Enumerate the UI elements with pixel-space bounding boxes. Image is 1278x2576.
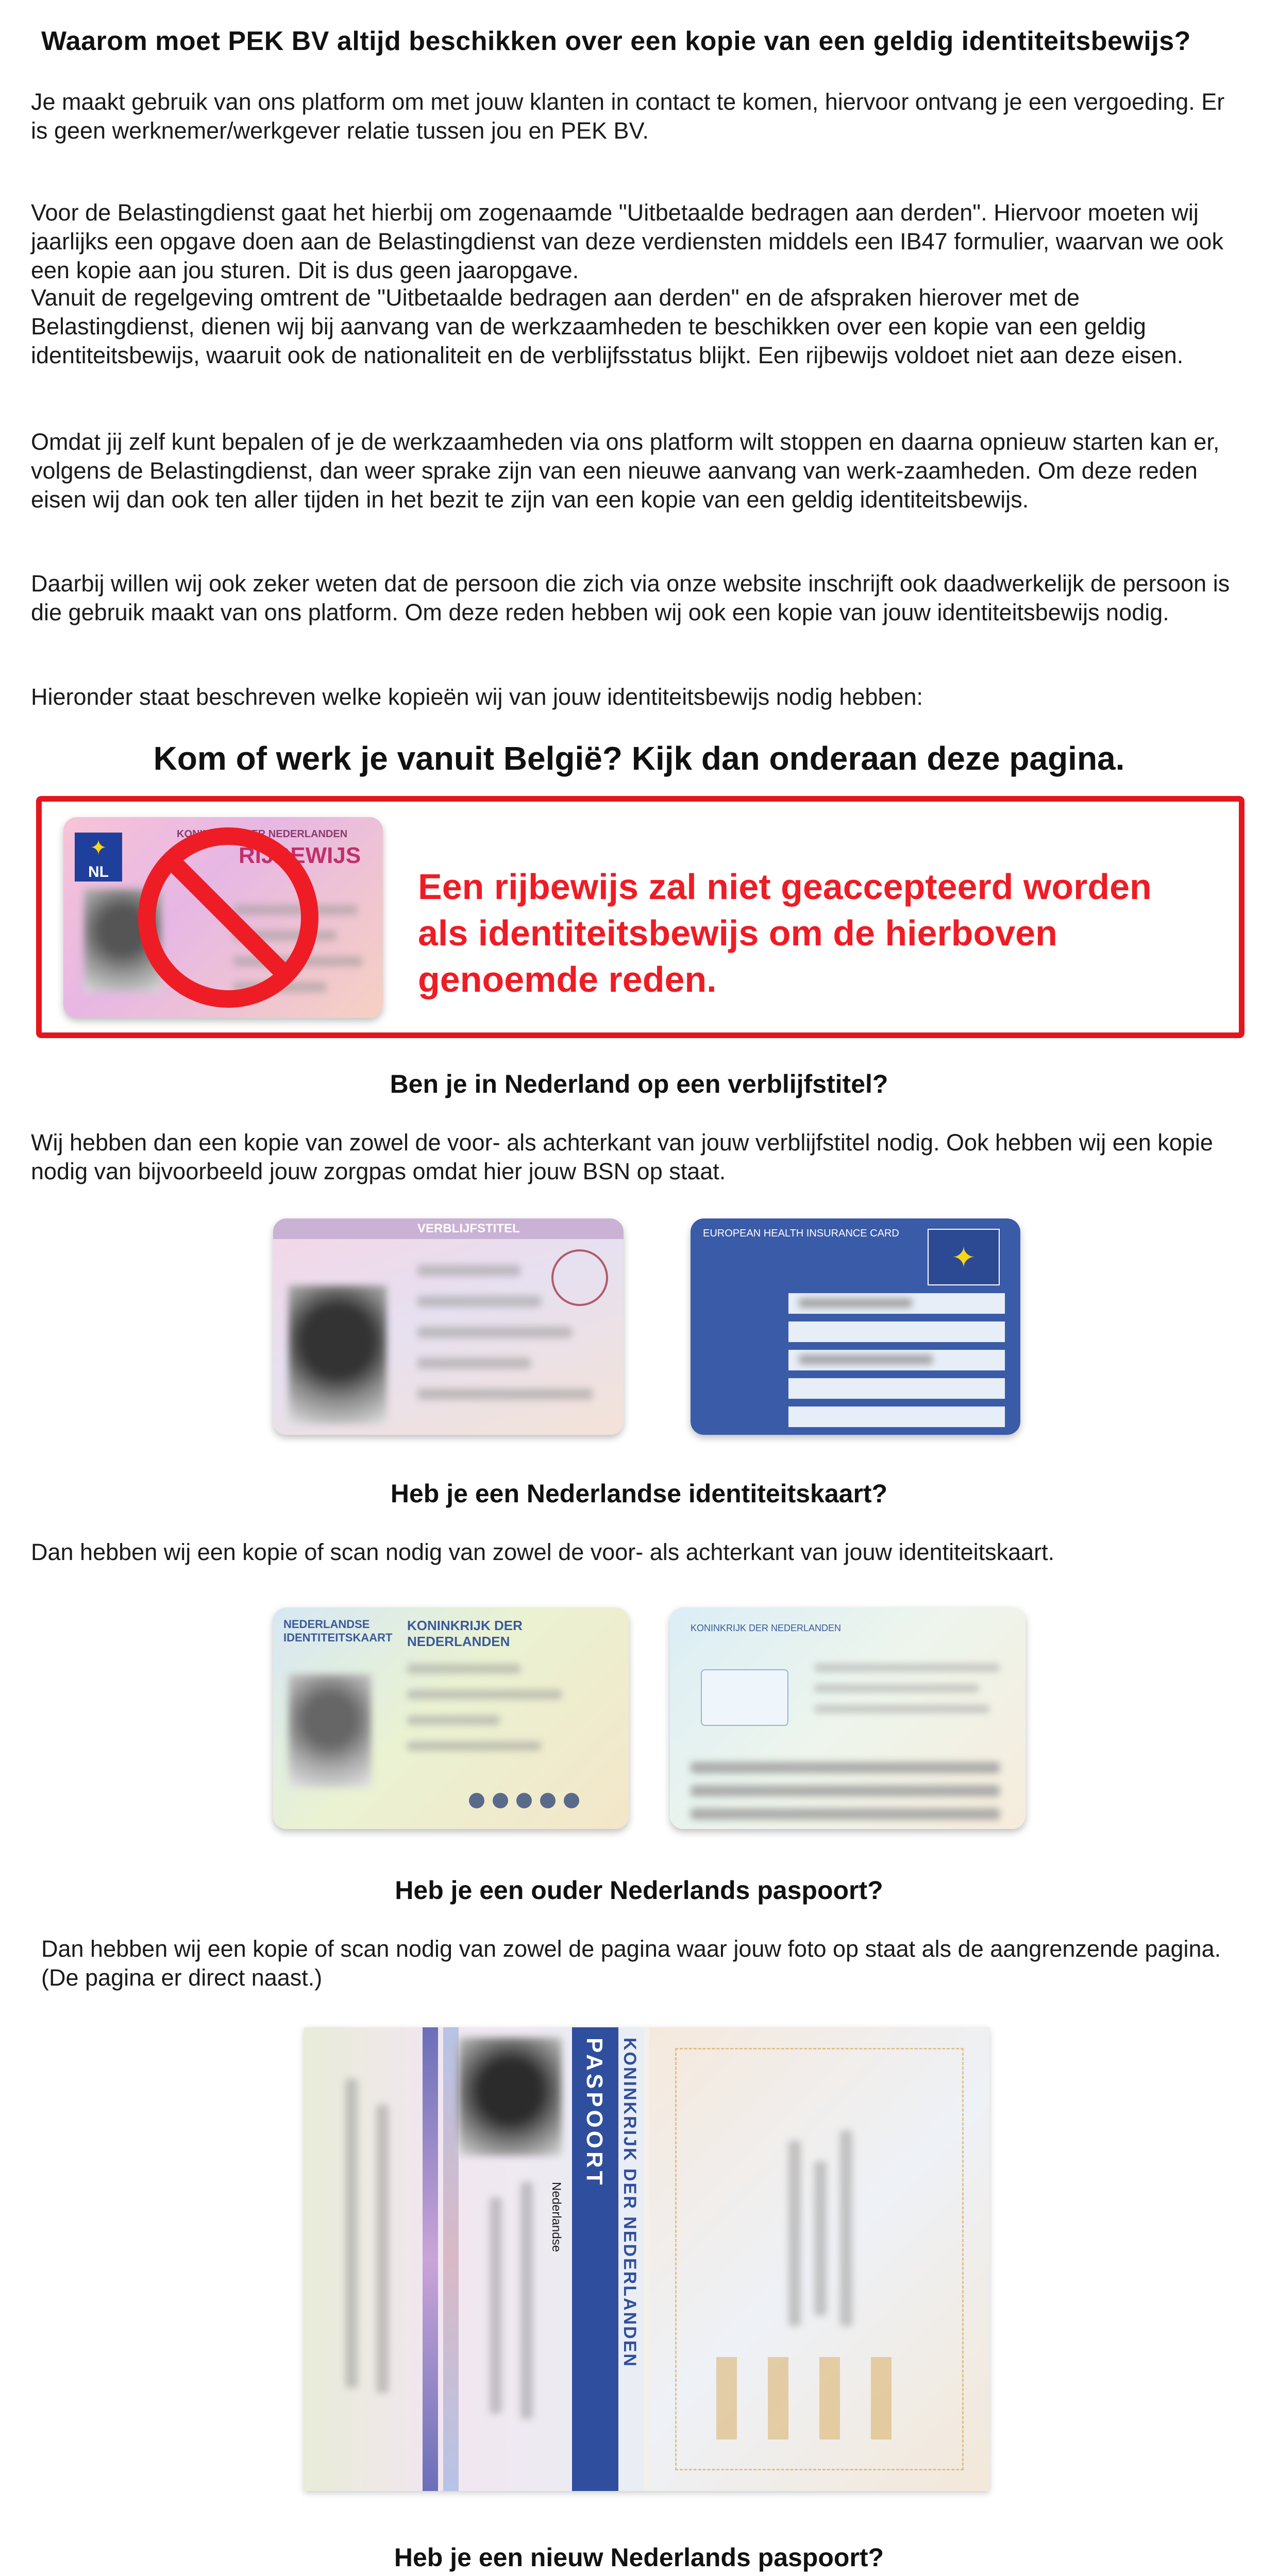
section-text-residence: Wij hebben dan een kopie van zowel de voor- als achterkant van jouw verblijfstitel nodig. Ook hebben wij een kopie nodig van bijvoorbeeld jouw zorgpas omdat hier jouw BSN op staat. <box>31 1129 1213 1184</box>
permit-photo <box>289 1285 386 1425</box>
section-text-old-passport: Dan hebben wij een kopie of scan nodig van zowel de pagina waar jouw foto op staat als de aangrenzende pagina. (De pagina er direct naast.) <box>41 1936 1221 1991</box>
health-insurance-card-image: EUROPEAN HEALTH INSURANCE CARD ✦ <box>691 1218 1020 1435</box>
old-passport-image: PASPOORT KONINKRIJK DER NEDERLANDEN Nederlandse <box>304 2027 989 2491</box>
prohibited-icon <box>133 822 324 1013</box>
intro-paragraph: Voor de Belastingdienst gaat het hierbij om zogenaamde "Uitbetaalde bedragen aan derden". Hiervoor moeten wij jaarlijks een opgave doen aan de Belastingdienst van deze verdiensten middels een IB47 formulier, waarvan we ook een kopie aan jou sturen. Dit is dus geen jaaropgave. <box>31 199 1223 283</box>
warning-text: Een rijbewijs zal niet geaccepteerd worden als identiteitsbewijs om de hierboven genoemde reden. <box>418 867 1152 999</box>
residence-permit-image: VERBLIJFSTITEL <box>273 1218 624 1435</box>
section-text-id-card: Dan hebben wij een kopie of scan nodig van zowel de voor- als achterkant van jouw identiteitskaart. <box>31 1539 1055 1565</box>
intro-paragraph: Vanuit de regelgeving omtrent de "Uitbetaalde bedragen aan derden" en de afspraken hierover met de Belastingdienst, dienen wij bij aanvang van de werkzaamheden te beschikken over een kopie van een geldig identiteitsbewijs, waaruit ook de nationaliteit en de verblijfsstatus blijkt. Een rijbewijs voldoet niet aan deze eisen. <box>31 284 1184 368</box>
eu-flag-icon: ✦ NL <box>75 833 122 882</box>
section-heading-old-passport: Heb je een ouder Nederlands paspoort? <box>395 1876 883 1905</box>
page-title: Waarom moet PEK BV altijd beschikken over een kopie van een geldig identiteitsbewijs? <box>41 26 1191 56</box>
intro-paragraph: Hieronder staat beschreven welke kopieën wij van jouw identiteitsbewijs nodig hebben: <box>31 684 923 710</box>
seal-icon <box>551 1249 608 1306</box>
driving-license-image: ✦ NL KONINKRIJK DER NEDERLANDEN RIJBEWIJS <box>63 817 383 1018</box>
intro-paragraph: Daarbij willen wij ook zeker weten dat de persoon die zich via onze website inschrijft ook daadwerkelijk de persoon is die gebruik maakt van ons platform. Om deze reden hebben wij ook een kopie van jouw identiteitsbewijs nodig. <box>31 570 1230 625</box>
id-card-photo <box>289 1674 371 1788</box>
intro-paragraph: Je maakt gebruik van ons platform om met jouw klanten in contact te komen, hiervoor ontvang je een vergoeding. Er is geen werknemer/werkgever relatie tussen jou en PEK BV. <box>31 89 1225 144</box>
section-heading-id-card: Heb je een Nederlandse identiteitskaart? <box>390 1479 888 1508</box>
id-card-front-image: NEDERLANDSE IDENTITEITSKAART KONINKRIJK DER NEDERLANDEN <box>273 1607 629 1829</box>
eu-flag-icon: ✦ <box>928 1229 1000 1285</box>
id-card-back-image: KONINKRIJK DER NEDERLANDEN <box>670 1607 1025 1829</box>
driving-license-warning-box <box>36 796 1245 1038</box>
passport-photo <box>459 2038 562 2156</box>
section-heading-residence: Ben je in Nederland op een verblijfstitel? <box>390 1070 888 1098</box>
intro-paragraph: Omdat jij zelf kunt bepalen of je de werkzaamheden via ons platform wilt stoppen en daarna opnieuw starten kan er, volgens de Belastingdienst, dan weer sprake zijn van een nieuwe aanvang van werk-zaamheden. Om deze reden eisen wij dan ook ten aller tijden in het bezit te zijn van een kopie van een geldig identiteitsbewijs. <box>31 429 1220 513</box>
section-heading-new-passport: Heb je een nieuw Nederlands paspoort? <box>394 2543 884 2572</box>
belgium-callout: Kom of werk je vanuit België? Kijk dan onderaan deze pagina. <box>153 740 1125 777</box>
